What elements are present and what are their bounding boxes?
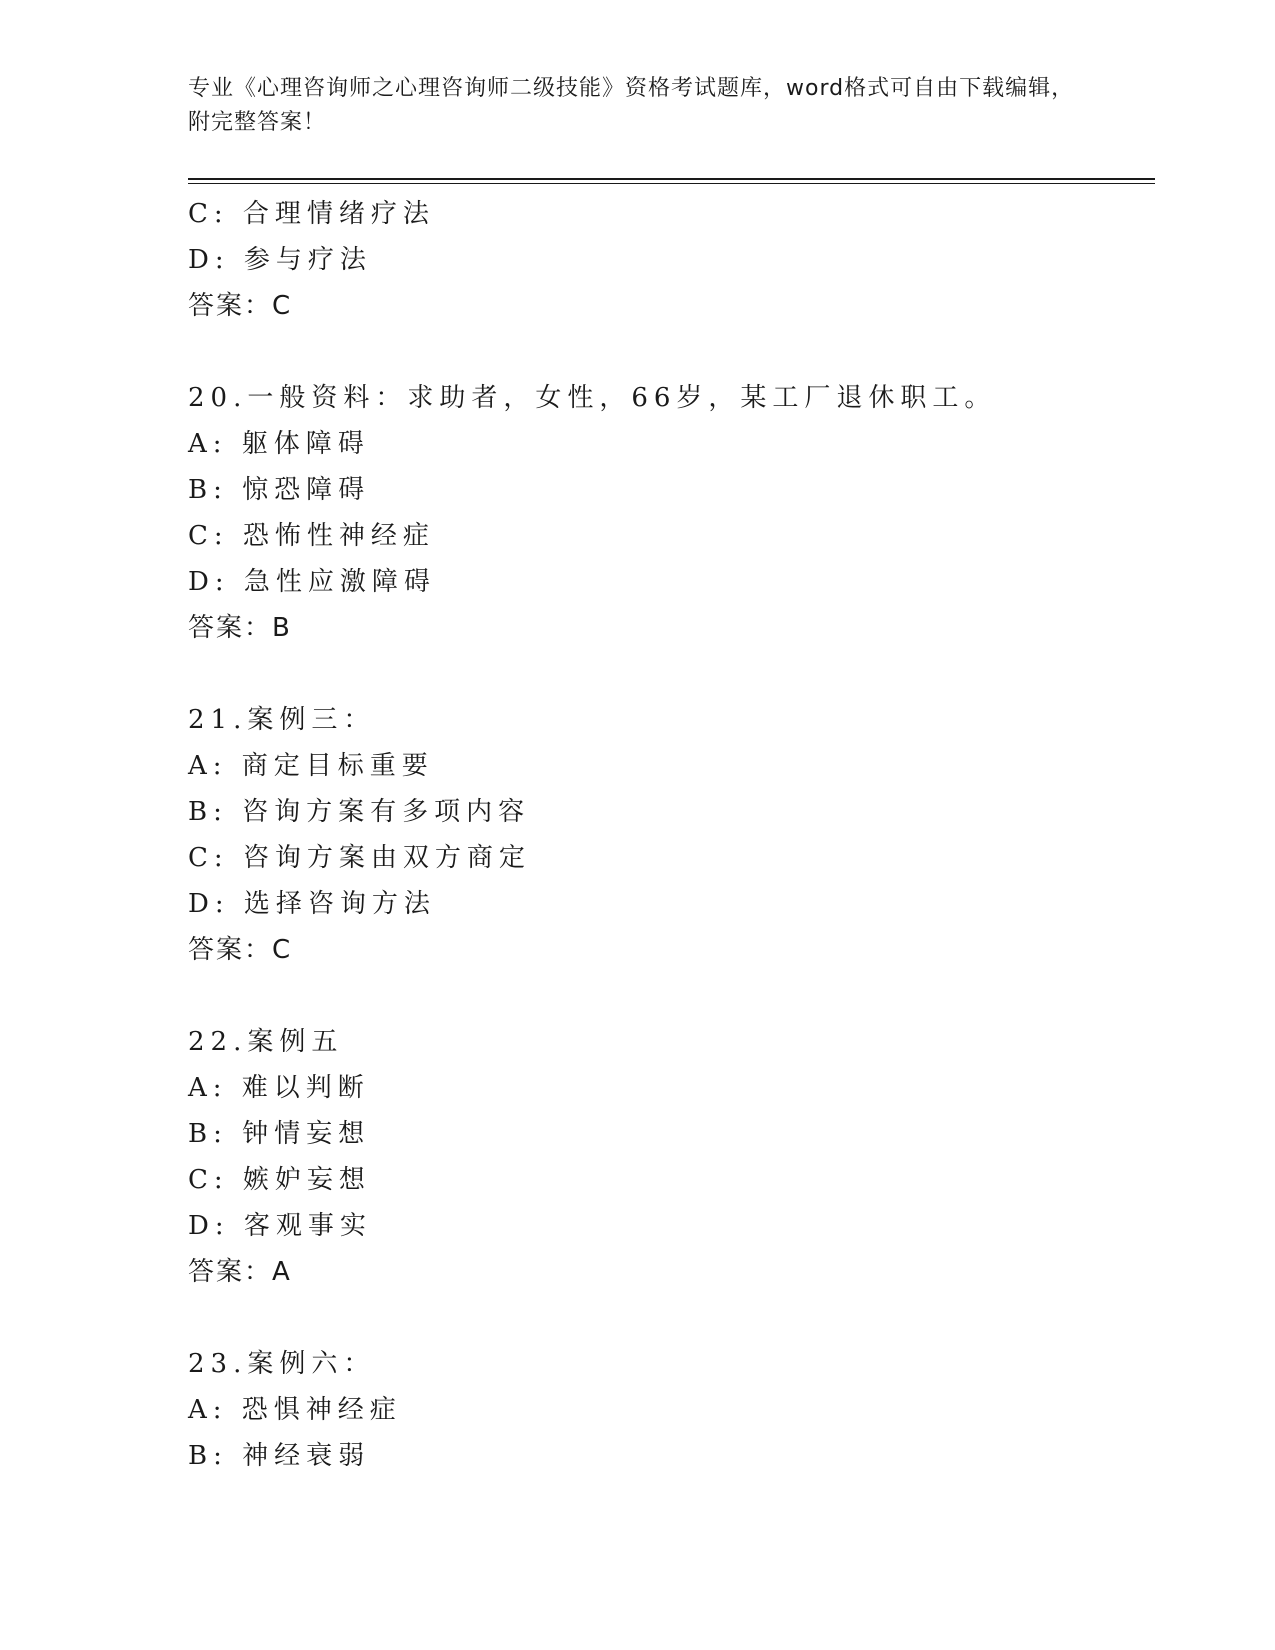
spacer xyxy=(188,1295,1148,1341)
question-stem: 23.案例六： xyxy=(188,1349,376,1379)
answer-line: 答案：C xyxy=(188,291,293,321)
answer-line: 答案：B xyxy=(188,613,292,643)
answer-option: A: 难以判断 xyxy=(188,1073,370,1103)
answer-line: 答案：A xyxy=(188,1257,292,1287)
answer-option: C: 恐怖性神经症 xyxy=(188,521,435,551)
question-stem: 21.案例三： xyxy=(188,705,376,735)
header-divider-thin xyxy=(188,183,1155,184)
answer-option: B: 咨询方案有多项内容 xyxy=(188,797,531,827)
answer-line: 答案：C xyxy=(188,935,293,965)
document-header: 专业《心理咨询师之心理咨询师二级技能》资格考试题库，word格式可自由下载编辑，附完整答案！ xyxy=(188,76,1075,135)
question-stem: 22.案例五 xyxy=(188,1027,344,1057)
question-list xyxy=(188,191,1148,1479)
spacer xyxy=(188,329,1148,375)
answer-option: A: 躯体障碍 xyxy=(188,429,370,459)
question-stem: 20.一般资料：求助者，女性，66岁，某工厂退休职工。 xyxy=(188,383,997,413)
answer-option: C: 咨询方案由双方商定 xyxy=(188,843,531,873)
spacer xyxy=(188,973,1148,1019)
answer-option: D: 选择咨询方法 xyxy=(188,889,436,919)
answer-option: C: 合理情绪疗法 xyxy=(188,199,435,229)
answer-option: A: 恐惧神经症 xyxy=(188,1395,402,1425)
header-divider-thick xyxy=(188,178,1155,180)
answer-option: B: 惊恐障碍 xyxy=(188,475,371,505)
answer-option: C: 嫉妒妄想 xyxy=(188,1165,371,1195)
answer-option: D: 客观事实 xyxy=(188,1211,372,1241)
spacer xyxy=(188,651,1148,697)
answer-option: B: 神经衰弱 xyxy=(188,1441,371,1471)
answer-option: A: 商定目标重要 xyxy=(188,751,434,781)
answer-option: D: 参与疗法 xyxy=(188,245,372,275)
answer-option: B: 钟情妄想 xyxy=(188,1119,371,1149)
answer-option: D: 急性应激障碍 xyxy=(188,567,436,597)
